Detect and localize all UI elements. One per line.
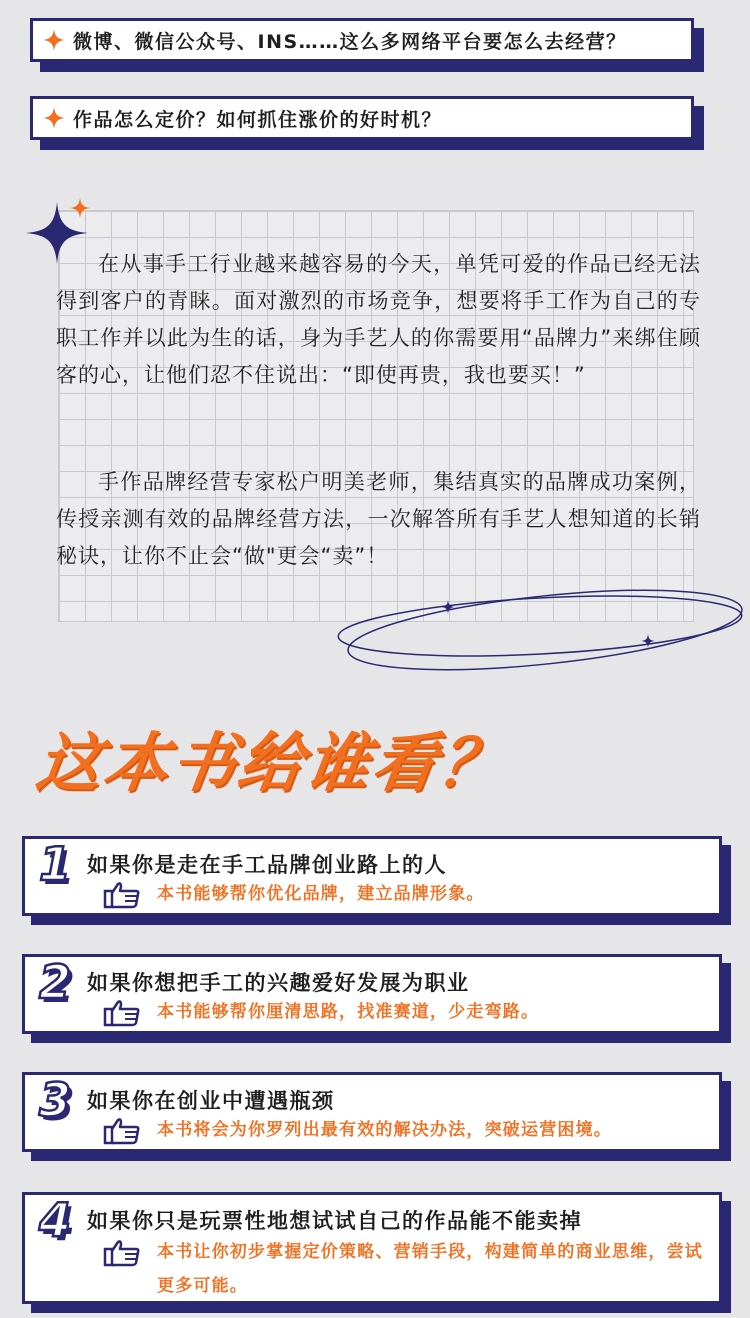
card-title: 如果你只是玩票性地想试试自己的作品能不能卖掉	[87, 1209, 582, 1233]
card-description: 本书能够帮你优化品牌，建立品牌形象。	[157, 884, 485, 904]
audience-card-2	[22, 954, 722, 1034]
card-description: 本书将会为你罗列出最有效的解决办法，突破运营困境。	[157, 1120, 612, 1140]
small-sparkle-icon	[70, 198, 90, 218]
card-number: 2	[39, 955, 72, 1009]
card-number: 3	[39, 1073, 72, 1127]
card-description: 本书让你初步掌握定价策略、营销手段，构建简单的商业思维，尝试更多可能。	[157, 1242, 703, 1296]
card-number: 4	[39, 1193, 72, 1247]
card-title: 如果你在创业中遭遇瓶颈	[87, 1089, 335, 1113]
sparkle-icon	[43, 107, 65, 129]
thumbs-up-icon	[103, 881, 141, 909]
question-box-2	[30, 96, 694, 140]
audience-card-4	[22, 1192, 722, 1304]
card-title: 如果你想把手工的兴趣爱好发展为职业	[87, 971, 470, 995]
audience-card-1	[22, 836, 722, 916]
orbit-decoration	[330, 578, 750, 678]
thumbs-up-icon	[103, 1239, 141, 1267]
thumbs-up-icon	[103, 1117, 141, 1145]
card-description: 本书能够帮你厘清思路，找准赛道，少走弯路。	[157, 1002, 540, 1022]
sparkle-icon	[43, 29, 65, 51]
question-box-1	[30, 18, 694, 62]
section-title: 这本书给谁看？	[31, 727, 512, 801]
card-title: 如果你是走在手工品牌创业路上的人	[87, 853, 447, 877]
thumbs-up-icon	[103, 999, 141, 1027]
card-number: 1	[39, 837, 72, 891]
intro-paragraph-2: 手作品牌经营专家松户明美老师，集结真实的品牌成功案例，传授亲测有效的品牌经营方法，一次解答所有手艺人想知道的长销秘诀，让你不止会“做"更会“卖”！	[56, 470, 701, 568]
question-text: 微博、微信公众号、INS……这么多网络平台要怎么去经营？	[73, 30, 627, 53]
audience-card-3	[22, 1072, 722, 1152]
question-text: 作品怎么定价？如何抓住涨价的好时机？	[73, 108, 443, 131]
intro-paragraph-1: 在从事手工行业越来越容易的今天，单凭可爱的作品已经无法得到客户的青睐。面对激烈的市场竞争，想要将手工作为自己的专职工作并以此为生的话，身为手艺人的你需要用“品牌力”来绑住顾客的心，让他们忍不住说出：“即使再贵，我也要买！”	[56, 252, 701, 387]
